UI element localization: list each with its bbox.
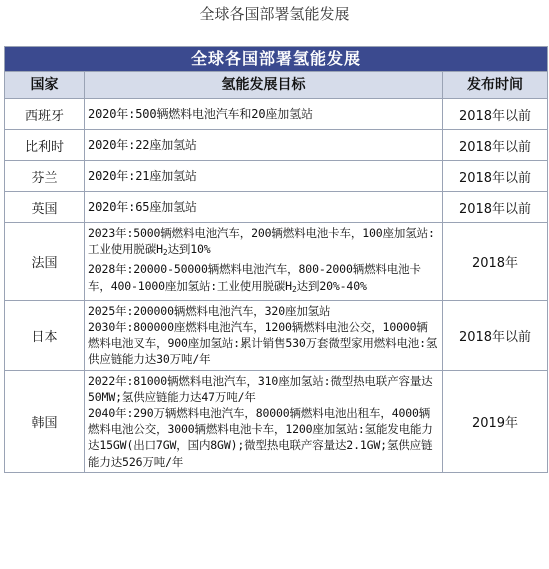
goal-cell	[85, 161, 443, 192]
goal-text: 2020年:22座加氢站	[88, 137, 197, 152]
hydrogen-deployment-table	[4, 46, 548, 473]
country-cell: 英国	[5, 192, 85, 223]
release-time-cell: 2018年以前	[443, 161, 548, 192]
goal-cell	[85, 192, 443, 223]
country-cell: 法国	[5, 223, 85, 301]
column-header-goal: 氢能发展目标	[85, 72, 443, 99]
release-time-cell: 2018年	[443, 223, 548, 301]
country-cell: 芬兰	[5, 161, 85, 192]
table-header-row	[5, 72, 548, 99]
column-header-country: 国家	[5, 72, 85, 99]
goal-cell	[85, 99, 443, 130]
table-row	[5, 223, 548, 301]
country-cell: 韩国	[5, 370, 85, 472]
goal-text: 2040年:290万辆燃料电池汽车，80000辆燃料电池出租车，4000辆燃料电池公交，3000辆燃料电池卡车，1200座加氢站:氢能发电能力达15GW(出口7GW，国内8GW);微型热电联产容量达2.1GW;氢供应链能力达526万吨/年	[88, 406, 433, 469]
column-header-time: 发布时间	[443, 72, 548, 99]
goal-text: 2020年:65座加氢站	[88, 199, 197, 214]
table-row	[5, 99, 548, 130]
country-cell: 比利时	[5, 130, 85, 161]
goal-cell	[85, 223, 443, 301]
release-time-cell: 2018年以前	[443, 130, 548, 161]
release-time-cell: 2018年以前	[443, 300, 548, 370]
table-row	[5, 161, 548, 192]
goal-text: 2025年:200000辆燃料电池汽车，320座加氢站	[88, 303, 331, 318]
page-title: 全球各国部署氢能发展	[199, 5, 350, 23]
table-row	[5, 192, 548, 223]
table-row	[5, 300, 548, 370]
table-banner: 全球各国部署氢能发展	[5, 47, 548, 72]
table-row	[5, 130, 548, 161]
goal-text: 2020年:500辆燃料电池汽车和20座加氢站	[88, 106, 313, 121]
country-cell: 日本	[5, 300, 85, 370]
release-time-cell: 2018年以前	[443, 99, 548, 130]
goal-cell	[85, 300, 443, 370]
goal-cell	[85, 130, 443, 161]
goal-cell	[85, 370, 443, 472]
goal-text: 2022年:81000辆燃料电池汽车，310座加氢站:微型热电联产容量达50MW;氢供应链能力达47万吨/年	[88, 373, 433, 404]
goal-text: 2028年:20000-50000辆燃料电池汽车，800-2000辆燃料电池卡车，400-1000座加氢站:工业使用脱碳$H_2$达到20%-40%	[88, 262, 421, 294]
table-row	[5, 370, 548, 472]
release-time-cell: 2019年	[443, 370, 548, 472]
goal-text: 2020年:21座加氢站	[88, 168, 197, 183]
goal-text: 2023年:5000辆燃料电池汽车，200辆燃料电池卡车，100座加氢站:工业使用脱碳$H_2$达到10%	[88, 226, 435, 258]
goal-text: 2030年:800000座燃料电池汽车，1200辆燃料电池公交，10000辆燃料电池叉车，900座加氢站:累计销售530万套微型家用燃料电池:氢供应链能力达30万吨/年	[88, 320, 438, 367]
release-time-cell: 2018年以前	[443, 192, 548, 223]
table-banner-row	[5, 47, 548, 72]
country-cell: 西班牙	[5, 99, 85, 130]
